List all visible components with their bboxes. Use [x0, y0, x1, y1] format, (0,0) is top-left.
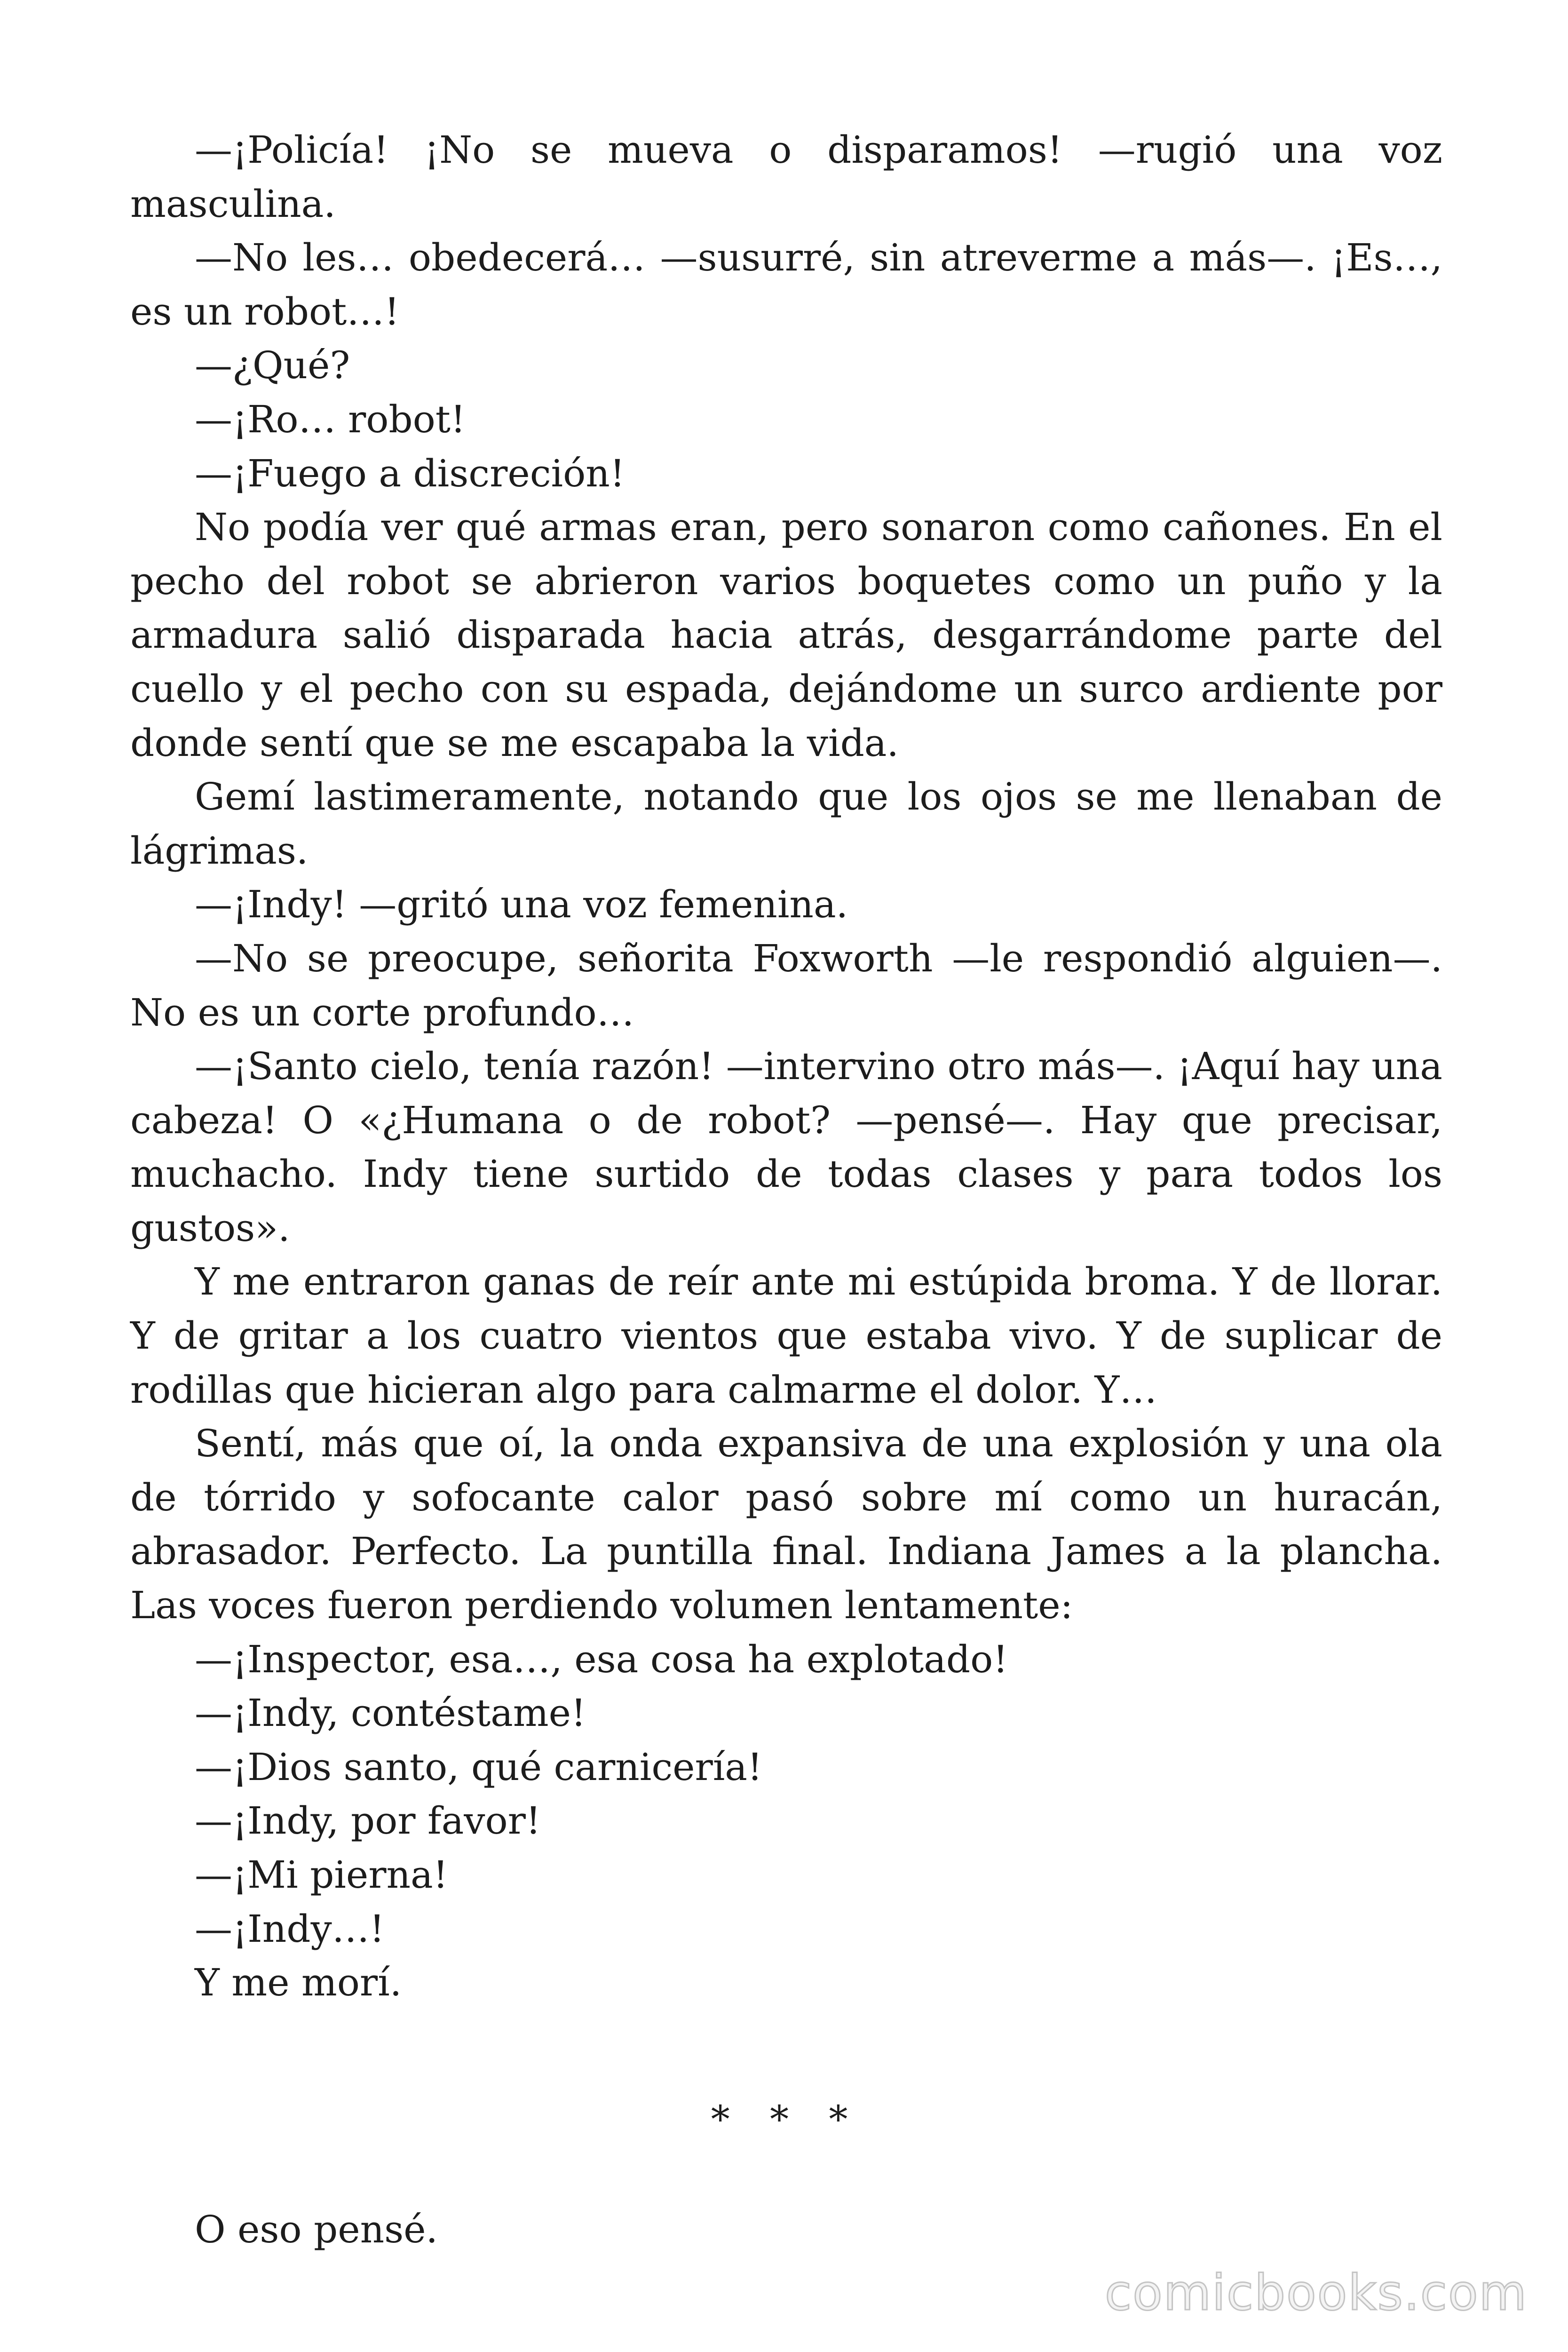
- paragraph-18: —¡Indy…!: [195, 1907, 385, 1951]
- paragraph-12: Sentí, más que oí, la onda expansiva de una explosión y una ola de tórrido y sofocante calor pasó sobre mí como un huracán, abrasador. Perfecto. La puntilla final. Indiana James a la plancha. Las voces fueron perdiendo volumen lentamente:: [130, 1422, 1442, 1628]
- paragraph-5: —¡Fuego a discreción!: [195, 451, 625, 495]
- paragraph-10: —¡Santo cielo, tenía razón! —intervino otro más—. ¡Aquí hay una cabeza! O «¿Humana o de robot? —pensé—. Hay que precisar, muchacho. Indy tiene surtido de todas clases y para todos los gustos».: [130, 1044, 1442, 1250]
- paragraph-17: —¡Mi pierna!: [195, 1853, 448, 1897]
- scene-separator: * * *: [711, 2097, 862, 2141]
- paragraph-7: Gemí lastimeramente, notando que los ojos se me llenaban de lágrimas.: [130, 775, 1442, 873]
- paragraph-6: No podía ver qué armas eran, pero sonaron como cañones. En el pecho del robot se abrieron varios boquetes como un puño y la armadura salió disparada hacia atrás, desgarrándome parte del cuello y el pecho con su espada, dejándome un surco ardiente por donde sentí que se me escapaba la vida.: [130, 505, 1442, 765]
- paragraph-15: —¡Dios santo, qué carnicería!: [195, 1745, 763, 1789]
- paragraph-4: —¡Ro… robot!: [195, 397, 466, 441]
- watermark-logo: comicbooks.com: [1104, 2264, 1528, 2321]
- paragraph-9: —No se preocupe, señorita Foxworth —le respondió alguien—. No es un corte profundo…: [130, 936, 1442, 1034]
- paragraph-16: —¡Indy, por favor!: [195, 1799, 541, 1843]
- paragraph-1: —¡Policía! ¡No se mueva o disparamos! —rugió una voz masculina.: [130, 128, 1442, 226]
- book-page: [130, 123, 1442, 2257]
- paragraph-2: —No les… obedecerá… —susurré, sin atreverme a más—. ¡Es…, es un robot…!: [130, 236, 1442, 334]
- paragraph-13: —¡Inspector, esa…, esa cosa ha explotado!: [195, 1637, 1008, 1681]
- paragraph-8: —¡Indy! —gritó una voz femenina.: [195, 882, 848, 927]
- paragraph-3: —¿Qué?: [195, 343, 350, 388]
- closing-paragraph: O eso pensé.: [195, 2208, 438, 2252]
- paragraph-14: —¡Indy, contéstame!: [195, 1691, 586, 1735]
- paragraph-19: Y me morí.: [195, 1961, 402, 2005]
- paragraph-11: Y me entraron ganas de reír ante mi estúpida broma. Y de llorar. Y de gritar a los cuatro vientos que estaba vivo. Y de suplicar de rodillas que hicieran algo para calmarme el dolor. Y…: [130, 1260, 1442, 1412]
